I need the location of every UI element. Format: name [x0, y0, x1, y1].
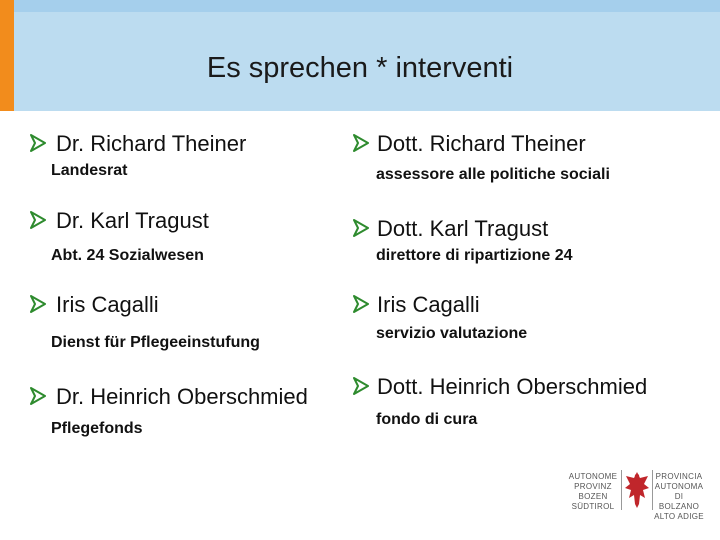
speaker-name: Dr. Heinrich Oberschmied: [56, 384, 308, 409]
arrow-bullet-icon: [30, 386, 46, 406]
tyrol-eagle-icon: [624, 470, 650, 515]
logo-line: PROVINCIA: [655, 472, 703, 481]
speaker-role: Abt. 24 Sozialwesen: [51, 247, 204, 264]
arrow-bullet-icon: [30, 210, 46, 230]
arrow-bullet-icon: [353, 376, 369, 396]
speaker-role: servizio valutazione: [376, 325, 528, 342]
speaker-role: Dienst für Pflegeeinstufung: [51, 334, 260, 351]
speaker-name: Dott. Heinrich Oberschmied: [377, 374, 648, 399]
arrow-bullet-icon: [353, 133, 369, 153]
logo-line: SÜDTIROL: [571, 502, 615, 511]
speaker-role: Pflegefonds: [51, 420, 143, 437]
logo-line: ALTO ADIGE: [654, 512, 704, 521]
logo-line: BOZEN: [578, 492, 608, 501]
speaker-role: direttore di ripartizione 24: [376, 247, 573, 264]
speaker-role: Landesrat: [51, 162, 128, 179]
logo-divider-left: [621, 470, 622, 510]
speaker-name: Iris Cagalli: [377, 292, 480, 317]
logo-divider-right: [652, 470, 653, 510]
province-logo: [568, 468, 704, 521]
speaker-name: Dott. Richard Theiner: [377, 131, 586, 156]
speaker-name: Dr. Karl Tragust: [56, 208, 209, 233]
speaker-name: Iris Cagalli: [56, 292, 159, 317]
header-top-strip: [0, 0, 720, 12]
logo-line: AUTONOME: [568, 472, 618, 481]
logo-text-italian: [654, 472, 704, 522]
arrow-bullet-icon: [353, 218, 369, 238]
speaker-role: assessore alle politiche sociali: [376, 166, 610, 183]
logo-line: DI BOLZANO: [658, 492, 700, 511]
arrow-bullet-icon: [353, 294, 369, 314]
arrow-bullet-icon: [30, 133, 46, 153]
speaker-name: Dr. Richard Theiner: [56, 131, 247, 156]
arrow-bullet-icon: [30, 294, 46, 314]
speaker-role: fondo di cura: [376, 411, 478, 428]
logo-line: AUTONOMA: [654, 482, 704, 491]
speaker-name: Dott. Karl Tragust: [377, 216, 549, 241]
logo-line: PROVINZ: [574, 482, 612, 491]
logo-text-german: [568, 472, 618, 512]
slide-title: Es sprechen * interventi: [206, 52, 514, 84]
